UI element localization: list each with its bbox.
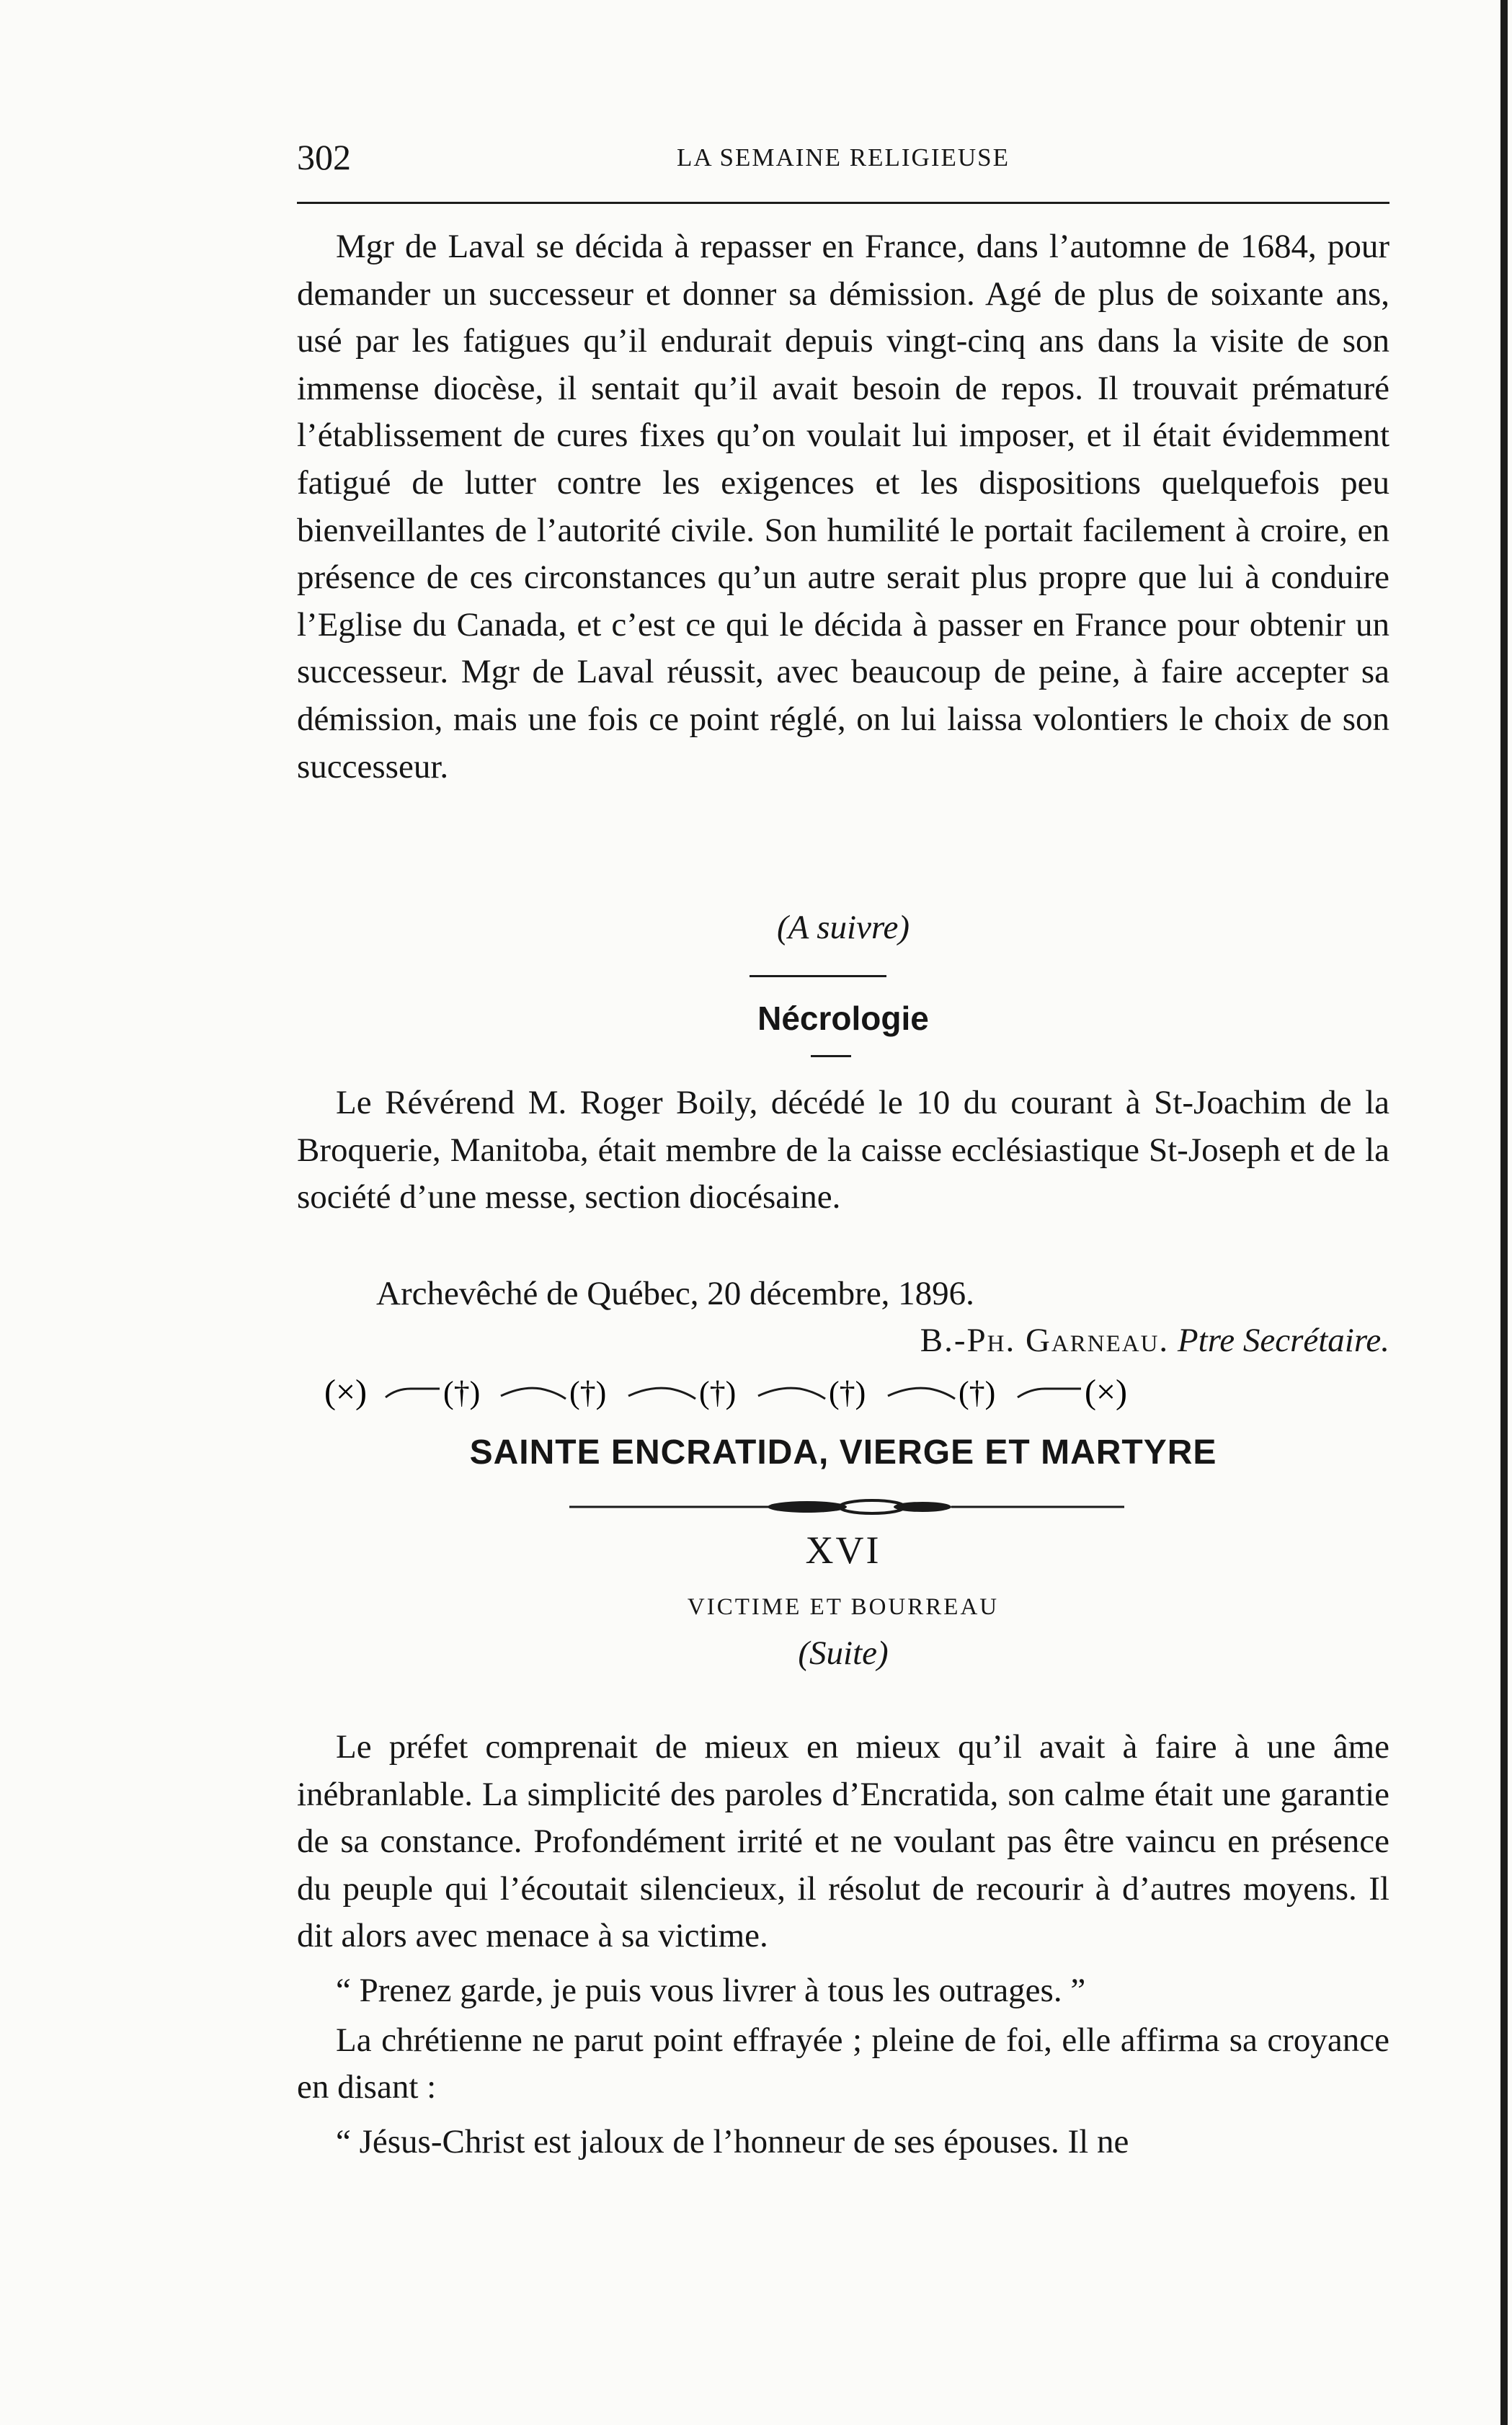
border-end-mark: (×) — [324, 1373, 368, 1411]
border-wave — [758, 1388, 825, 1399]
story-quote: “ Jésus-Christ est jaloux de l’honneur de ses épouses. Il ne — [336, 2123, 1129, 2161]
border-cross-mark: (†) — [443, 1375, 481, 1410]
signature-title: Ptre Secrétaire. — [1177, 1322, 1389, 1359]
running-title: LA SEMAINE RELIGIEUSE — [677, 143, 1010, 172]
continuation-note: (A suivre) — [776, 909, 910, 946]
story-quote: “ Prenez garde, je puis vous livrer à tous les outrages. ” — [336, 1972, 1086, 2009]
border-cross-mark: (†) — [959, 1375, 996, 1410]
page-number: 302 — [297, 137, 351, 177]
article-end-paragraph: Mgr de Laval se décida à repasser en France, dans l’automne de 1684, pour demander un successeur et donner sa démission. Agé de plus de soixante ans, usé par les fatigues qu’il endurait depuis vingt-cinq ans dans la visite de son immense diocèse, il sentait qu’il avait besoin de repos. Il trouvait prématuré l’établissement de cures fixes qu’on voulait lui imposer, et il était évidemment fatigué de lutter contre les exigences et les dispositions quelquefois peu bienveillantes de l’autorité civile. Son humilité le portait facilement à croire, en présence de ces circonstances qu’un autre serait plus propre que lui à conduire l’Eglise du Canada, et c’est ce qui le décida à passer en France pour obtenir un successeur. Mgr de Laval réussit, avec beaucoup de peine, à faire accepter sa démission, mais une fois ce point réglé, on lui laissa volontiers le choix de son successeur. — [297, 228, 1389, 786]
chapter-note: (Suite) — [798, 1634, 889, 1672]
heading-underline — [811, 1055, 851, 1057]
border-wave — [888, 1388, 955, 1399]
border-wave — [628, 1388, 695, 1399]
chapter-title: VICTIME ET BOURREAU — [687, 1594, 1000, 1620]
dateline: Archevêché de Québec, 20 décembre, 1896. — [376, 1275, 974, 1312]
border-cross-mark: (†) — [699, 1375, 737, 1410]
border-wave — [1018, 1389, 1081, 1397]
chapter-number: XVI — [805, 1529, 881, 1572]
signature — [297, 1317, 1389, 1364]
border-cross-mark: (†) — [569, 1375, 607, 1410]
signature-name: B.-Ph. Garneau. — [920, 1322, 1170, 1359]
necrologie-paragraph: Le Révérend M. Roger Boily, décédé le 10 du courant à St-Joachim de la Broquerie, Manitoba, était membre de la caisse ecclésiastique St-Joseph et de la société d’une messe, section diocésaine. — [297, 1084, 1389, 1216]
border-end-mark: (×) — [1085, 1373, 1128, 1411]
story-paragraph: Le préfet comprenait de mieux en mieux qu’il avait à faire à une âme inébranlable. La simplicité des paroles d’Encratida, son calme était une garantie de sa constance. Profondément irrité et ne voulant pas être vaincu en présence du peuple qui l’écoutait silencieux, il résolut de recourir à d’autres moyens. Il dit alors avec menace à sa victime. — [297, 1728, 1389, 1955]
section-divider — [750, 975, 886, 977]
necrologie-heading: Nécrologie — [757, 1000, 929, 1037]
story-paragraph: La chrétienne ne parut point effrayée ; pleine de foi, elle affirma sa croyance en disant : — [297, 2021, 1389, 2106]
cross-border-ornament — [317, 1367, 1362, 1418]
flourish-divider — [569, 1496, 1124, 1518]
border-cross-mark: (†) — [829, 1375, 866, 1410]
border-wave — [386, 1389, 440, 1397]
page-edge-shadow — [1500, 0, 1508, 2425]
border-wave — [501, 1388, 566, 1399]
page-header — [297, 135, 1389, 179]
story-title: SAINTE ENCRATIDA, VIERGE ET MARTYRE — [469, 1433, 1217, 1472]
header-rule — [297, 202, 1389, 204]
